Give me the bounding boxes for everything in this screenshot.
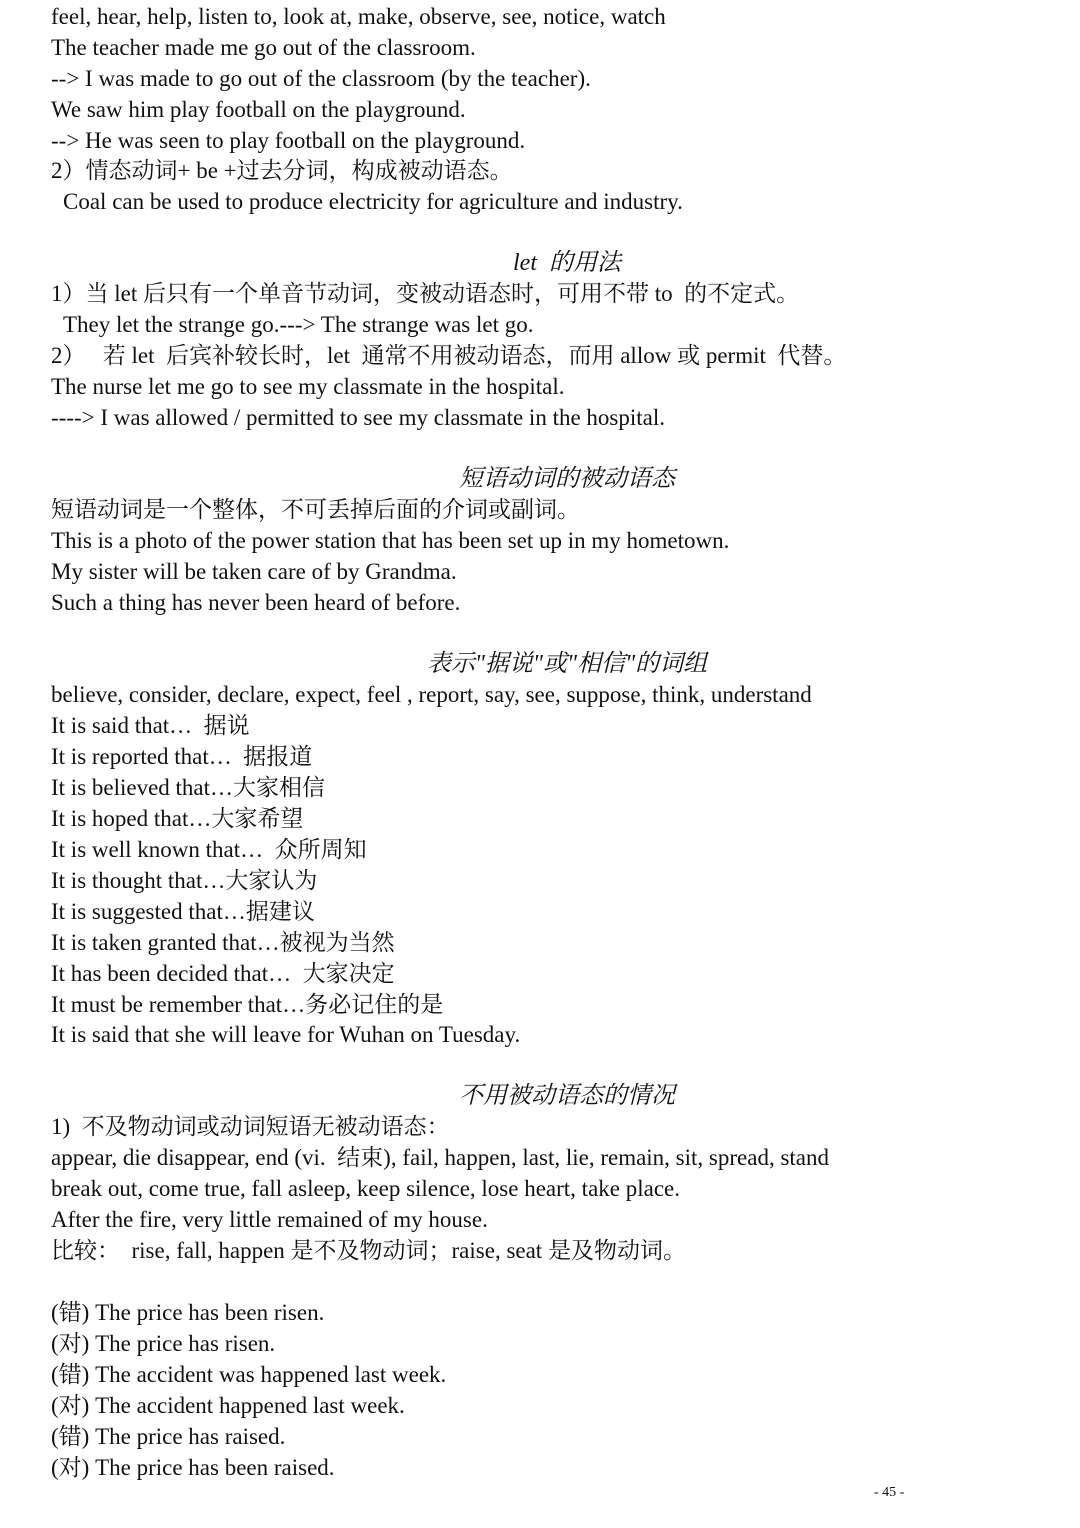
section-heading-phrasal: 短语动词的被动语态 <box>459 466 675 492</box>
text-line: 短语动词是一个整体，不可丢掉后面的介词或副词。 <box>51 497 580 522</box>
text-line: 1）当 let 后只有一个单音节动词，变被动语态时，可用不带 to 的不定式。 <box>51 281 800 306</box>
text-line: 2）情态动词+ be +过去分词，构成被动语态。 <box>51 158 513 183</box>
text-line: believe, consider, declare, expect, feel , report, say, see, suppose, think, understand <box>51 682 812 707</box>
text-line: (错) The price has raised. <box>51 1424 286 1449</box>
text-line: Coal can be used to produce electricity for agriculture and industry. <box>63 189 683 214</box>
text-line: It must be remember that…务必记住的是 <box>51 992 444 1017</box>
text-line: The nurse let me go to see my classmate in the hospital. <box>51 374 565 399</box>
text-line: 1) 不及物动词或动词短语无被动语态： <box>51 1114 450 1139</box>
text-line: My sister will be taken care of by Grandma. <box>51 559 457 584</box>
section-heading-no-passive: 不用被动语态的情况 <box>459 1083 675 1109</box>
text-line: It has been decided that… 大家决定 <box>51 961 395 986</box>
text-line: 比较： rise, fall, happen 是不及物动词；raise, seat 是及物动词。 <box>51 1238 686 1263</box>
text-line: The teacher made me go out of the classroom. <box>51 35 476 60</box>
text-line: (对) The accident happened last week. <box>51 1393 405 1418</box>
page-number: - 45 - <box>874 1485 905 1500</box>
text-line: It is said that… 据说 <box>51 713 250 738</box>
text-line: We saw him play football on the playground. <box>51 97 466 122</box>
text-line: feel, hear, help, listen to, look at, make, observe, see, notice, watch <box>51 4 666 29</box>
text-line: ----> I was allowed / permitted to see my classmate in the hospital. <box>51 405 665 430</box>
text-line: After the fire, very little remained of my house. <box>51 1207 488 1232</box>
section-heading-said: 表示"据说"或"相信"的词组 <box>426 651 708 677</box>
text-line: (对) The price has risen. <box>51 1331 276 1356</box>
text-line: It is well known that… 众所周知 <box>51 837 367 862</box>
text-line: It is taken granted that…被视为当然 <box>51 930 395 955</box>
text-line: They let the strange go.---> The strange was let go. <box>63 312 534 337</box>
text-line: It is thought that…大家认为 <box>51 868 318 893</box>
text-line: Such a thing has never been heard of before. <box>51 590 461 615</box>
text-line: (错) The accident was happened last week. <box>51 1362 447 1387</box>
text-line: --> He was seen to play football on the playground. <box>51 128 526 153</box>
text-line: It is reported that… 据报道 <box>51 744 313 769</box>
text-line: 2） 若 let 后宾补较长时，let 通常不用被动语态，而用 allow 或 permit 代替。 <box>51 343 847 368</box>
text-line: It is said that she will leave for Wuhan on Tuesday. <box>51 1022 521 1047</box>
text-line: (错) The price has been risen. <box>51 1300 325 1325</box>
text-line: break out, come true, fall asleep, keep silence, lose heart, take place. <box>51 1176 681 1201</box>
section-heading-let: let 的用法 <box>513 250 621 276</box>
text-line: It is hoped that…大家希望 <box>51 806 304 831</box>
text-line: appear, die disappear, end (vi. 结束), fail, happen, last, lie, remain, sit, spread, stand <box>51 1145 829 1170</box>
text-line: It is suggested that…据建议 <box>51 899 315 924</box>
text-line: (对) The price has been raised. <box>51 1455 335 1480</box>
text-line: --> I was made to go out of the classroom (by the teacher). <box>51 66 591 91</box>
text-line: This is a photo of the power station that has been set up in my hometown. <box>51 528 730 553</box>
text-line: It is believed that…大家相信 <box>51 775 326 800</box>
